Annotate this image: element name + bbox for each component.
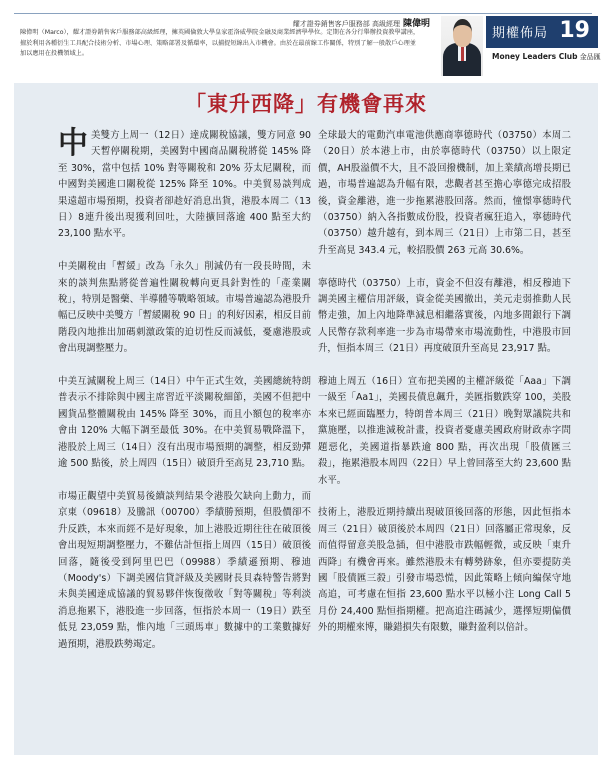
article-paragraph: 穆迪上周五（16日）宣布把美國的主權評級從「Aaa」下調一級至「Aa1」，美國長債息飆升，美匯指數跌穿 100，美股本來已經面臨壓力，特朗普本周三（21日）晚對眾議院共和黨施壓，以推進減稅計畫，投資者憂慮美國政府財政赤字問題惡化，美國道指暴跌逾 800 點，再次出現「股債匯三殺」，拖累港股本周四（22日）早上曾回落至大約 23,600 點水平。	[318, 376, 571, 486]
article-column-left	[58, 128, 311, 669]
article-paragraph: 市場正觀望中美貿易後續談判結果令港股欠缺向上動力，而京東（09618）及騰訊（00700）季績勝預期，但股價卻不升反跌，本來而經不是好現象，加上港股近期往往在破頂後會出現短期調整壓力，不難估計恒指上周四（15日）破頂後回落，隨後受到阿里巴巴（09988）季績遜預期、穆迪（Moody's）下調美國信貸評級及美國財長貝森特警告將對未與美國達成協議的貿易夥伴恢復徵收「對等關稅」等利淡消息拖累下，港股進一步回落，恒指於本周一（19日）跌至低見 23,059 點，惟內地「三頭馬車」數據中的工業數據好過預期，港股跌勢竭定。	[58, 490, 311, 650]
author-intro: 陳偉明（Marco），耀才證券銷售客戶服務部高級經理，擁英國倫敦大學皇家霍洛威學院金融及商業經濟學學位。定期在各分行舉辦投資教學講座，擅於利用各種衍生工具配合技術分析、市場心理、策略部署及循環率，以捕捉短線出入市機會。由於在最前線工作關係，特別了解一般散戶心理並加以應用在投機領域上。	[20, 29, 420, 57]
drop-cap: 中	[58, 126, 88, 161]
paragraph-text: 美雙方上周一（12日）達成關稅協議，雙方同意 90 天暫停關稅期，美國對中國商品關稅將從 145% 降至 30%，當中包括 10% 對等關稅和 20% 芬太尼關稅，而中國對美國進口關稅從 125% 降至 10%。中美貿易談判成果遠超市場預期，投資者卻趁好消息出貨，港股本周二（13日）8連升後出現獲利回吐，大陸擴回落逾 400 點至大約 23,100 點水平。	[58, 130, 311, 240]
article-paragraph: 中美互減關稅上周三（14日）中午正式生效，美國總統特朗普表示不排除與中國主席習近平淡關稅細節，美國不但把中國貨品整體關稅由 145% 降至 30%，而且小額包的稅率亦會由 120% 大幅下調至最低 30%。在中美貿易戰降溫下，港股於上周三（14日）沒有出現市場預期的調整，相反勁彈逾 500 點後，於上周四（15日）破頂升至高見 23,710 點。	[58, 376, 311, 470]
article-paragraph: 中美關稅由「暫緩」改為「永久」削減仍有一段長時間，未來的談判焦點將從普遍性關稅轉向更具針對性的「產業關稅」，特別是醫藥、半導體等戰略領域。市場普遍認為港股升幅已反映中美雙方「暫緩關稅 90 日」的利好因素，相反目前階段內地推出加碼刺激政策的迫切性反而減低，憂慮港股或會出現調整壓力。	[58, 261, 311, 355]
avatar-tie	[461, 47, 464, 61]
club-suffix: 金品匯	[579, 53, 601, 61]
article-column-right	[318, 128, 571, 653]
article-paragraph: 全球最大的電動汽車電池供應商寧德時代（03750）本周二（20日）於本港上市，由於寧德時代（03750）以上限定價，AH股溢價不大，且不設回撥機制，加上業績高增長期已過，市場普遍認為升幅有限，悲觀者甚至擔心寧德完成招股後，資金離港，進一步拖累港股回落。然而，憧憬寧德時代（03750）納入各指數成份股，投資者瘋狂追入，寧德時代（03750）越升越有，到本周三（21日）上市第二日，甚至升至高見 343.4 元，較招股價 263 元高 30.6%。	[318, 130, 571, 256]
byline-title: 耀才證券銷售客戶服務部 高級經理	[292, 20, 400, 28]
article-paragraph: 技術上，港股近期持續出現破頂後回落的形態，因此恒指本周三（21日）破頂後於本周四（21日）回落屬正常現象，反而值得留意美股急插，但中港股市跌幅輕微，或反映「東升西降」有機會再來。雖然港股未有轉勢跡象，但亦要提防美國「股債匯三殺」引發市場恐慌，因此策略上傾向編保守地高追，可考慮在恒指 23,600 點水平以極小注 Long Call 5月份 24,400 點恒指期權。把高追注碼減少，選擇短期偏價外的期權來博，賺錯損失有限數，賺對盈利以倍計。	[318, 507, 571, 634]
club-brand	[492, 52, 601, 62]
avatar-head	[453, 19, 472, 47]
club-name: Money Leaders Club	[492, 52, 578, 61]
section-header	[486, 16, 598, 48]
article-paragraph	[58, 128, 311, 243]
page-number: 19	[559, 18, 590, 43]
header-rule	[14, 13, 592, 14]
article-title: 「東升西降」有機會再來	[185, 92, 427, 116]
article-paragraph: 寧德時代（03750）上市，資金不但沒有離港，相反穆迪下調美國主權信用評級，資金從美國撤出，美元走弱推動人民幣走強，加上內地降準減息相繼落實後，內地多間銀行下調人民幣存款利率進一步為市場帶來市場流動性，中港股市回升，恒指本周三（21日）再度破頂升至高見 23,917 點。	[318, 277, 571, 355]
author-photo	[441, 16, 483, 76]
section-label: 期權佈局	[492, 26, 549, 41]
author-name: 陳偉明	[402, 19, 430, 29]
